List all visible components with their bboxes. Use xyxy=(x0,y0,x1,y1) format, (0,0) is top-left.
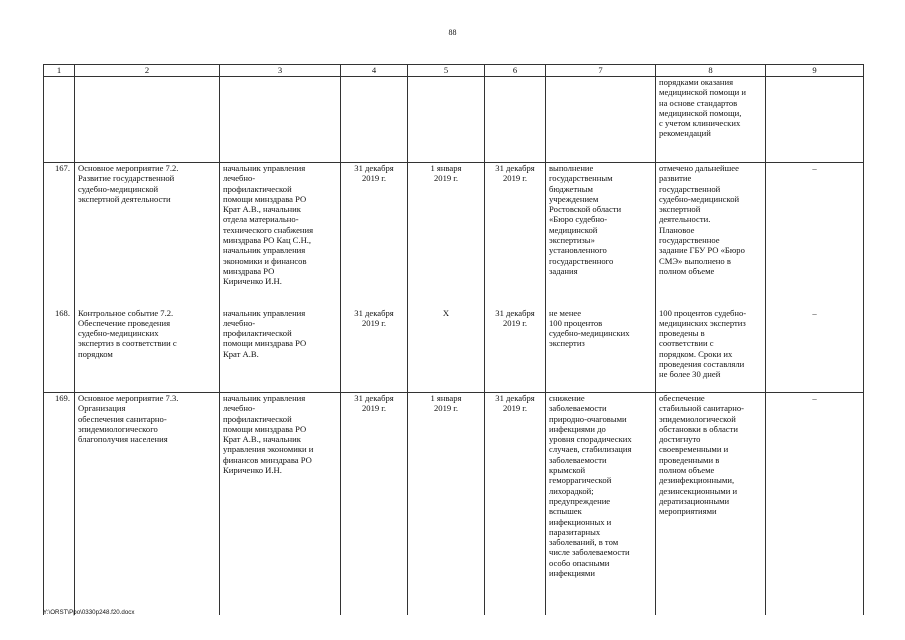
date-plan-cell: 31 декабря 2019 г. xyxy=(341,308,408,393)
date-plan-cell: 31 декабря 2019 г. xyxy=(341,393,408,615)
date-start-cell: 1 января 2019 г. xyxy=(408,393,485,615)
event-cell: Основное мероприятие 7.2. Развитие государственной судебно-медицинской экспертной деятельности xyxy=(75,163,220,308)
header-cell: 4 xyxy=(341,65,408,77)
note-cell: – xyxy=(766,308,864,393)
event-cell: Контрольное событие 7.2. Обеспечение проведения судебно-медицинских экспертиз в соответствии с порядком xyxy=(75,308,220,393)
actual-result-cell: отмечено дальнейшее развитие государственной судебно-медицинской экспертной деятельности. Плановое государственное задание ГБУ РО «Бюро СМЭ» выполнено в полном объеме xyxy=(656,163,766,308)
expected-result-cell: выполнение государственным бюджетным учреждением Ростовской области «Бюро судебно- медицинской экспертизы» установленного государственного задания xyxy=(546,163,656,308)
table-row xyxy=(44,163,864,308)
table-row xyxy=(44,393,864,615)
header-cell: 3 xyxy=(220,65,341,77)
date-end-cell: 31 декабря 2019 г. xyxy=(485,163,546,308)
actual-result-cell: обеспечение стабильной санитарно- эпидемиологической обстановки в области достигнуто своевременными и проведенными в полном объеме дезинфекционными, дезинсекционными и дератизационными мероприятиями xyxy=(656,393,766,615)
expected-result-cell: снижение заболеваемости природно-очаговыми инфекциями до уровня спорадических случаев, стабилизация заболеваемости крымской геморрагической лихорадкой; предупреждение вспышек инфекционных и паразитарных заболеваний, в том числе заболеваемости особо опасными инфекциями xyxy=(546,393,656,615)
header-cell: 2 xyxy=(75,65,220,77)
header-cell: 9 xyxy=(766,65,864,77)
date-end-cell: 31 декабря 2019 г. xyxy=(485,308,546,393)
report-table xyxy=(43,64,864,615)
header-row xyxy=(44,65,864,77)
actual-result-cell: 100 процентов судебно- медицинских экспертиз проведены в соответствии с порядком. Сроки их проведения составляли не более 30 дней xyxy=(656,308,766,393)
continuation-result: порядками оказания медицинской помощи и на основе стандартов медицинской помощи, с учетом клинических рекомендаций xyxy=(656,77,766,163)
header-cell: 7 xyxy=(546,65,656,77)
expected-result-cell: не менее 100 процентов судебно-медицинских экспертиз xyxy=(546,308,656,393)
continuation-row xyxy=(44,77,864,163)
note-cell: – xyxy=(766,393,864,615)
date-plan-cell: 31 декабря 2019 г. xyxy=(341,163,408,308)
file-path-footer: Y:\ORST\Ppo\0330p248.f20.docx xyxy=(43,609,135,616)
responsible-cell: начальник управления лечебно- профилактической помощи минздрава РО Крат А.В., начальник отдела материально- технического снабжения минздрава РО Кац С.Н., начальник управления экономики и финансов минздрава РО Кириченко И.Н. xyxy=(220,163,341,308)
header-cell: 8 xyxy=(656,65,766,77)
date-end-cell: 31 декабря 2019 г. xyxy=(485,393,546,615)
date-start-cell: Х xyxy=(408,308,485,393)
header-cell: 1 xyxy=(44,65,75,77)
page-number: 88 xyxy=(448,28,457,37)
row-number: 169. xyxy=(44,393,75,615)
date-start-cell: 1 января 2019 г. xyxy=(408,163,485,308)
responsible-cell: начальник управления лечебно- профилактической помощи минздрава РО Крат А.В., начальник управления экономики и финансов минздрава РО Кириченко И.Н. xyxy=(220,393,341,615)
row-number: 167. xyxy=(44,163,75,308)
table-row xyxy=(44,308,864,393)
row-number: 168. xyxy=(44,308,75,393)
responsible-cell: начальник управления лечебно- профилактической помощи минздрава РО Крат А.В. xyxy=(220,308,341,393)
header-cell: 5 xyxy=(408,65,485,77)
header-cell: 6 xyxy=(485,65,546,77)
note-cell: – xyxy=(766,163,864,308)
event-cell: Основное мероприятие 7.3. Организация обеспечения санитарно- эпидемиологического благополучия населения xyxy=(75,393,220,615)
